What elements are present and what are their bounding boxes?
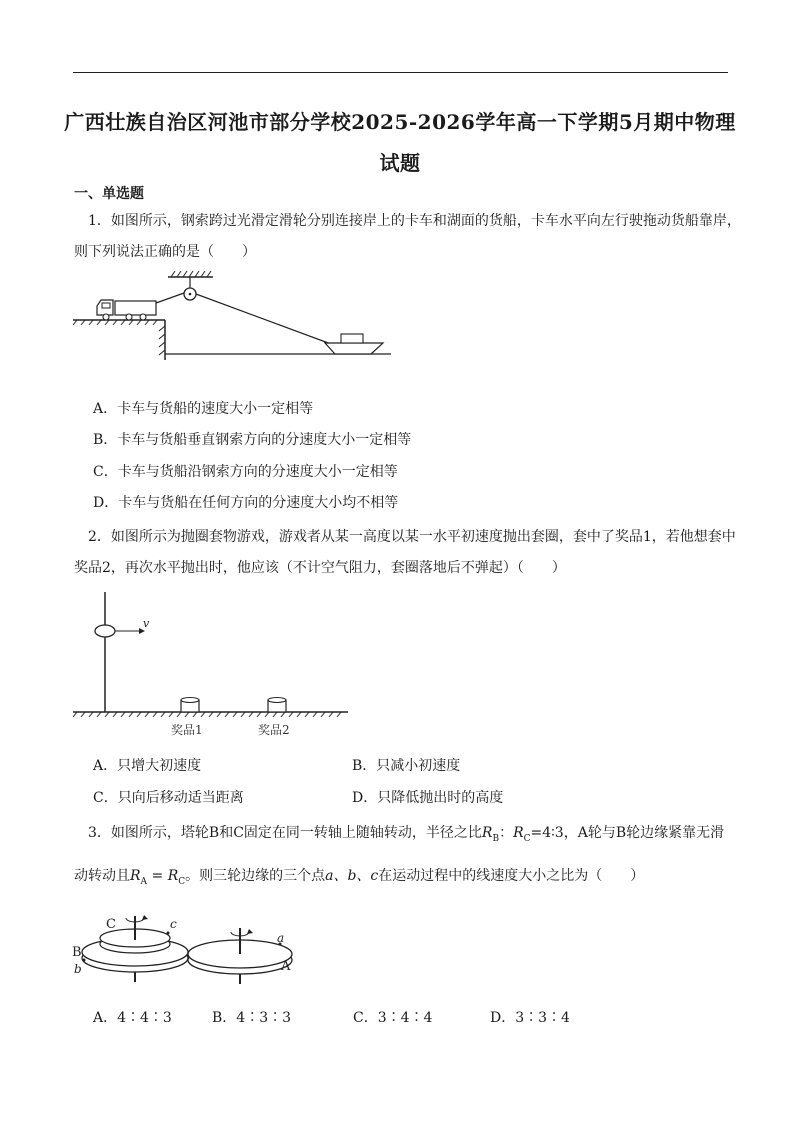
q3-option-b: B．4∶3∶3 [212, 1010, 292, 1026]
q3-eq-sub1: A [140, 876, 148, 887]
q3-stem-line1-b: ，A轮与B轮边缘紧靠无滑 [563, 825, 725, 841]
section-heading: 一、单选题 [74, 186, 144, 202]
q3-ratio-value: =4∶3 [530, 825, 564, 841]
q3-label-C: C [106, 917, 116, 932]
exam-title-line2: 试题 [379, 151, 421, 175]
q3-ratio-r1: R [481, 825, 493, 841]
q3-label-b: b [74, 962, 82, 976]
q2-option-c: C．只向后移动适当距离 [93, 790, 244, 806]
q3-option-d: D．3∶3∶4 [490, 1010, 570, 1026]
q1-option-a: A．卡车与货船的速度大小一定相等 [93, 401, 314, 417]
q2-velocity-label: v [143, 617, 150, 630]
exam-title-line1: 广西壮族自治区河池市部分学校2025-2026学年高一下学期5月期中物理 [64, 110, 736, 134]
q3-stem-line2-a: 动转动且 [74, 868, 130, 884]
q3-ratio-sub2: C [523, 833, 531, 844]
q1-option-c: C．卡车与货船沿钢索方向的分速度大小一定相等 [93, 464, 398, 480]
q3-eq-sub2: C [178, 876, 186, 887]
q2-figure-ring-toss [73, 586, 353, 736]
q3-eq-r1: R [130, 868, 141, 884]
q3-option-a: A．4∶4∶3 [93, 1010, 172, 1026]
q3-points: a、b、c [325, 868, 379, 884]
q3-stem-line1-a: 3．如图所示，塔轮B和C固定在同一转轴上随轴转动，半径之比 [88, 825, 482, 841]
q3-option-c: C．3∶4∶4 [353, 1010, 433, 1026]
q3-label-a: a [277, 931, 285, 945]
q3-stem-line1 [88, 822, 724, 844]
q3-stem-line2-c: 在运动过程中的线速度大小之比为（ ） [378, 868, 645, 884]
q3-stem-line2 [74, 865, 644, 887]
q1-stem-line2: 则下列说法正确的是（ ） [74, 244, 256, 260]
q2-stem-line2: 奖品2，再次水平抛出时，他应该（不计空气阻力，套圈落地后不弹起）（ ） [74, 560, 566, 576]
q1-option-d: D．卡车与货船在任何方向的分速度大小均不相等 [93, 495, 399, 511]
top-rule [73, 72, 728, 73]
q2-stem-line1: 2．如图所示为抛圈套物游戏，游戏者从某一高度以某一水平初速度抛出套圈，套中了奖品1，若他想套中 [88, 529, 736, 545]
q1-option-b: B．卡车与货船垂直钢索方向的分速度大小一定相等 [93, 432, 412, 448]
q3-eq-r2: R [167, 868, 179, 884]
q2-prize2-label: 奖品2 [258, 723, 290, 736]
q3-ratio-colon: ： [499, 825, 514, 841]
q3-label-B: B [72, 945, 82, 960]
q3-eq-mid: = [147, 868, 168, 884]
q3-figure-tower-wheels [70, 898, 310, 998]
q3-ratio-r2: R [513, 825, 524, 841]
q3-label-c: c [170, 917, 177, 931]
q2-prize1-label: 奖品1 [171, 723, 203, 736]
q2-option-b: B．只减小初速度 [352, 758, 461, 774]
q3-stem-line2-b: 。则三轮边缘的三个点 [185, 868, 326, 884]
q3-ratio-sub1: B [492, 833, 500, 844]
q1-figure-truck-pulley-boat [73, 270, 393, 360]
q2-option-a: A．只增大初速度 [93, 758, 202, 774]
q3-label-A: A [281, 959, 291, 974]
q2-option-d: D．只降低抛出时的高度 [352, 790, 504, 806]
q1-stem-line1: 1．如图所示，钢索跨过光滑定滑轮分别连接岸上的卡车和湖面的货船，卡车水平向左行驶拖动货船靠岸， [88, 213, 741, 229]
